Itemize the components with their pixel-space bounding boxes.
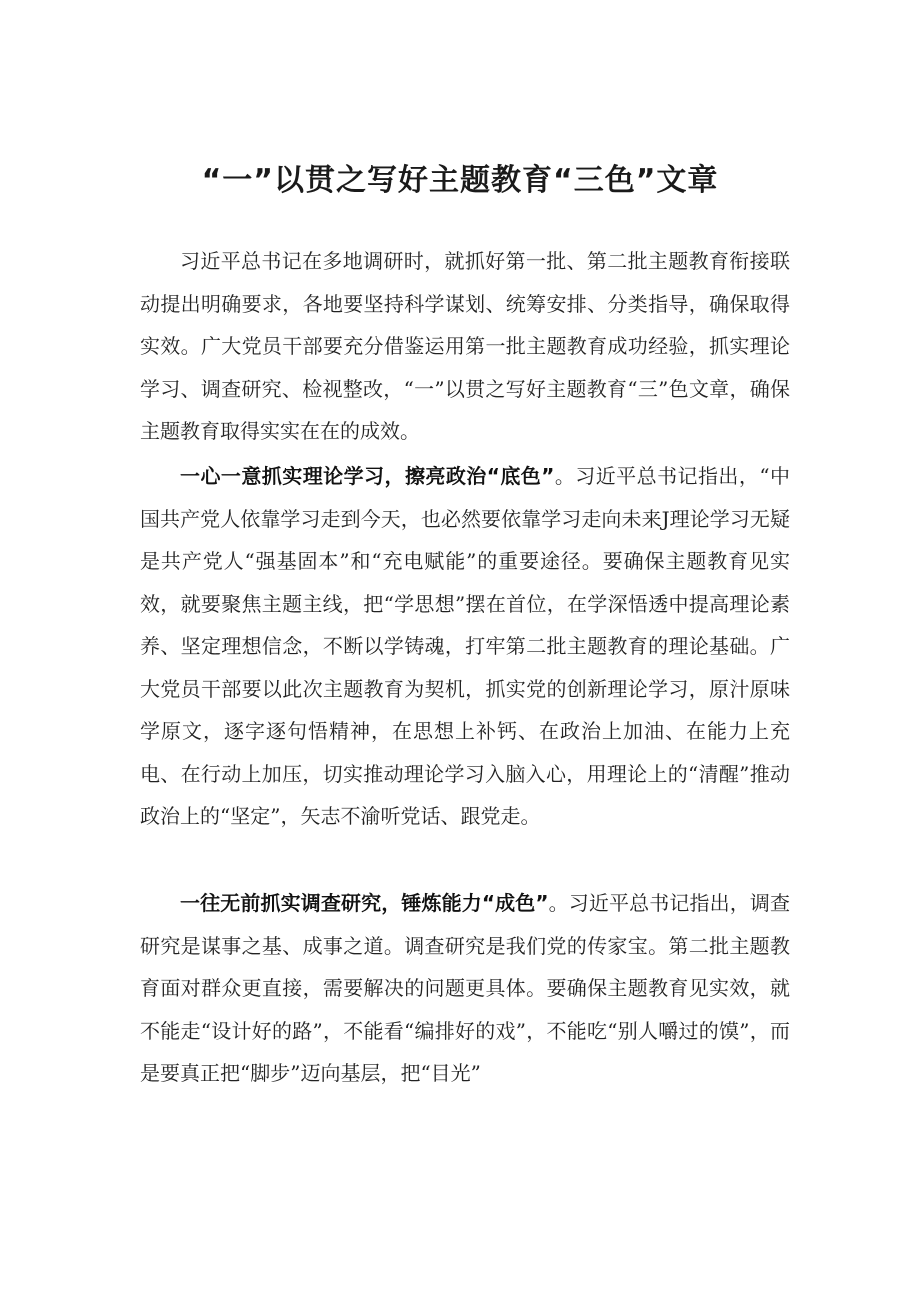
paragraph-theory-study-text: 。习近平总书记指出，“中国共产党人依靠学习走到今天，也必然要依靠学习走向未来J理论学习无疑是共产党人“强基固本”和“充电赋能”的重要途径。要确保主题教育见实效，就要聚焦主题主线，把“学思想”摆在首位，在学深悟透中提高理论素养、坚定理想信念，不断以学铸魂，打牢第二批主题教育的理论基础。广大党员干部要以此次主题教育为契机，抓实党的创新理论学习，原汁原味学原文，逐字逐句悟精神，在思想上补钙、在政治上加油、在能力上充电、在行动上加压，切实推动理论学习入脑入心，用理论上的“清醒”推动政治上的“坚定”，矢志不渝听党话、跟党走。: [140, 464, 790, 828]
paragraph-intro-text: 习近平总书记在多地调研时，就抓好第一批、第二批主题教育衔接联动提出明确要求，各地要坚持科学谋划、统筹安排、分类指导，确保取得实效。广大党员干部要充分借鉴运用第一批主题教育成功经验，抓实理论学习、调查研究、检视整改，“一”以贯之写好主题教育“三”色文章，确保主题教育取得实实在在的成效。: [140, 249, 790, 443]
document-title: “一”以贯之写好主题教育“三色”文章: [201, 163, 719, 199]
paragraph-intro: [140, 240, 790, 453]
paragraph-theory-study: [140, 455, 790, 838]
paragraph-theory-study-heading: 一心一意抓实理论学习，擦亮政治“底色”: [180, 464, 555, 488]
paragraph-research-heading: 一往无前抓实调查研究，锤炼能力“成色”: [180, 891, 549, 915]
paragraph-research: [140, 882, 790, 1095]
paragraph-research-text: 。习近平总书记指出，调查研究是谋事之基、成事之道。调查研究是我们党的传家宝。第二批主题教育面对群众更直接，需要解决的问题更具体。要确保主题教育见实效，就不能走“设计好的路”，不能看“编排好的戏”，不能吃“别人嚼过的馍”，而是要真正把“脚步”迈向基层，把“目光”: [140, 891, 790, 1085]
